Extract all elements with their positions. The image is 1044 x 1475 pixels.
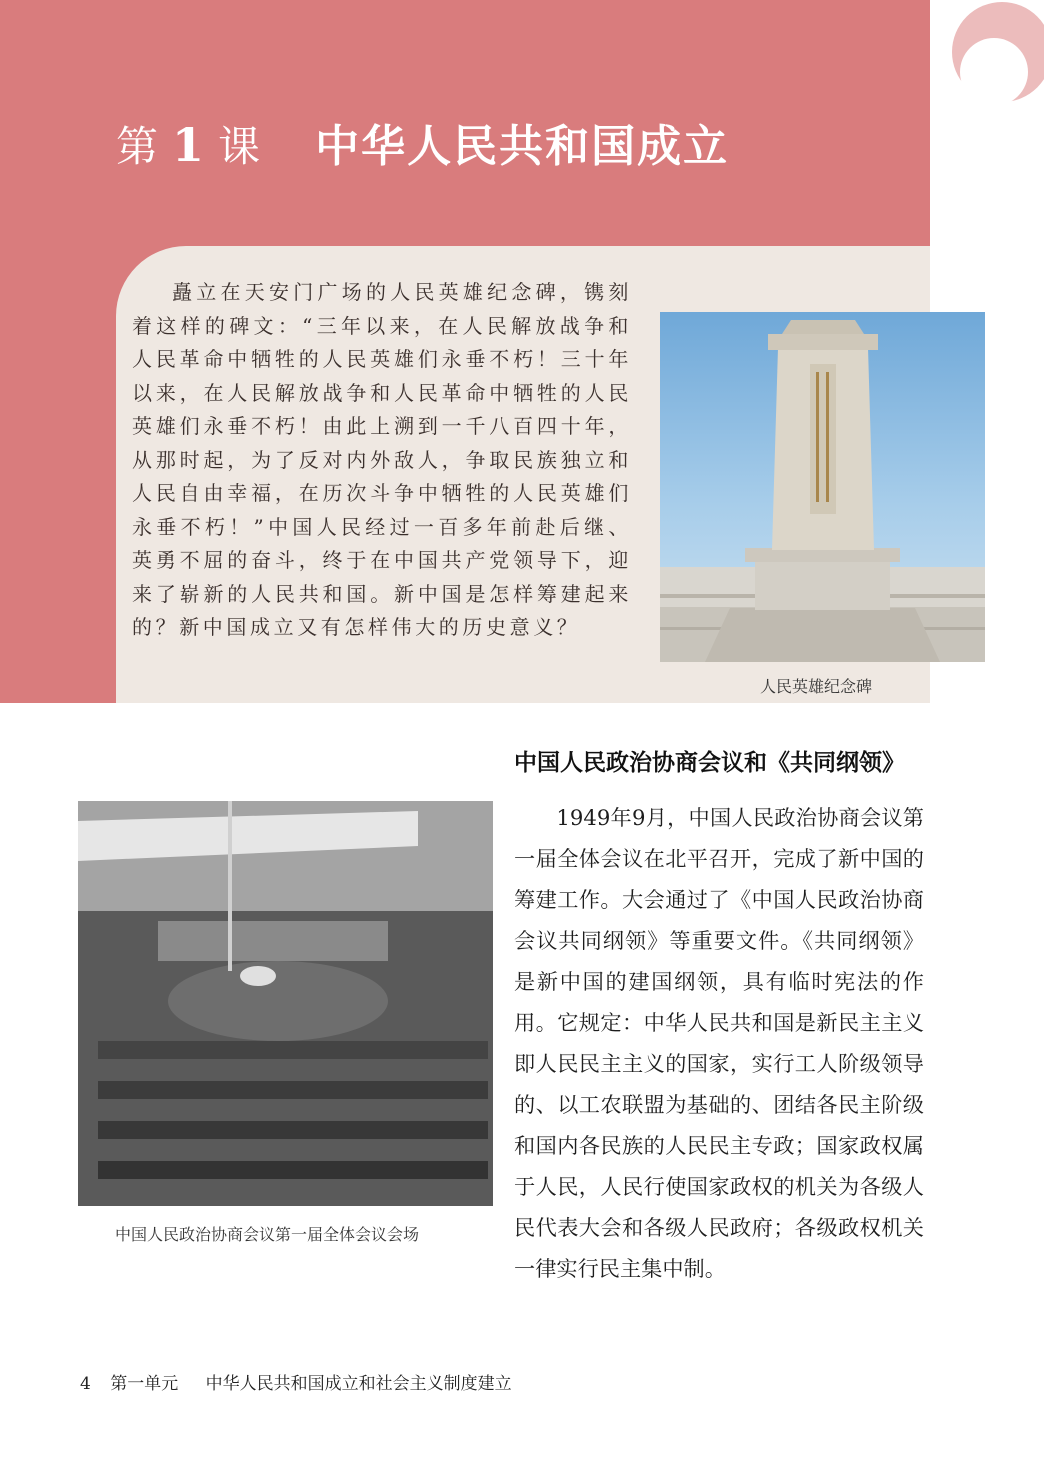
page-footer [80, 1369, 512, 1394]
meeting-photo [78, 801, 493, 1206]
section-heading: 中国人民政治协商会议和《共同纲领》 [514, 750, 905, 776]
unit-label: 第一单元 [110, 1374, 179, 1394]
intro-text: 矗立在天安门广场的人民英雄纪念碑，镌刻着这样的碑文：“三年以来，在人民解放战争和人民革命中牺牲的人民英雄们永垂不朽！三十年以来，在人民解放战争和人民革命中牺牲的人民英雄们永垂不朽！由此上溯到一千八百四十年，从那时起，为了反对内外敌人，争取民族独立和人民自由幸福，在历次斗争中牺牲的人民英雄们永垂不朽！”中国人民经过一百多年前赴后继、英勇不屈的奋斗，终于在中国共产党领导下，迎来了崭新的人民共和国。新中国是怎样筹建起来的？新中国成立又有怎样伟大的历史意义？ [132, 280, 632, 639]
lesson-number: 第 1 课 [116, 118, 267, 172]
monument-caption: 人民英雄纪念碑 [760, 677, 873, 696]
lesson-title [116, 110, 729, 174]
unit-title: 中华人民共和国成立和社会主义制度建立 [205, 1374, 512, 1394]
page-number: 4 [80, 1374, 91, 1394]
corner-decoration [930, 0, 1044, 110]
meeting-caption: 中国人民政治协商会议第一届全体会议会场 [115, 1225, 420, 1244]
monument-photo [660, 312, 985, 662]
lesson-name: 中华人民共和国成立 [315, 121, 730, 172]
section-body: 1949年9月，中国人民政治协商会议第一届全体会议在北平召开，完成了新中国的筹建工作。大会通过了《中国人民政治协商会议共同纲领》等重要文件。《共同纲领》是新中国的建国纲领，具有临时宪法的作用。它规定：中华人民共和国是新民主主义即人民民主主义的国家，实行工人阶级领导的、以工农联盟为基础的、团结各民主阶级和国内各民族的人民民主专政；国家政权属于人民，人民行使国家政权的机关为各级人民代表大会和各级人民政府；各级政权机关一律实行民主集中制。 [514, 805, 924, 1281]
